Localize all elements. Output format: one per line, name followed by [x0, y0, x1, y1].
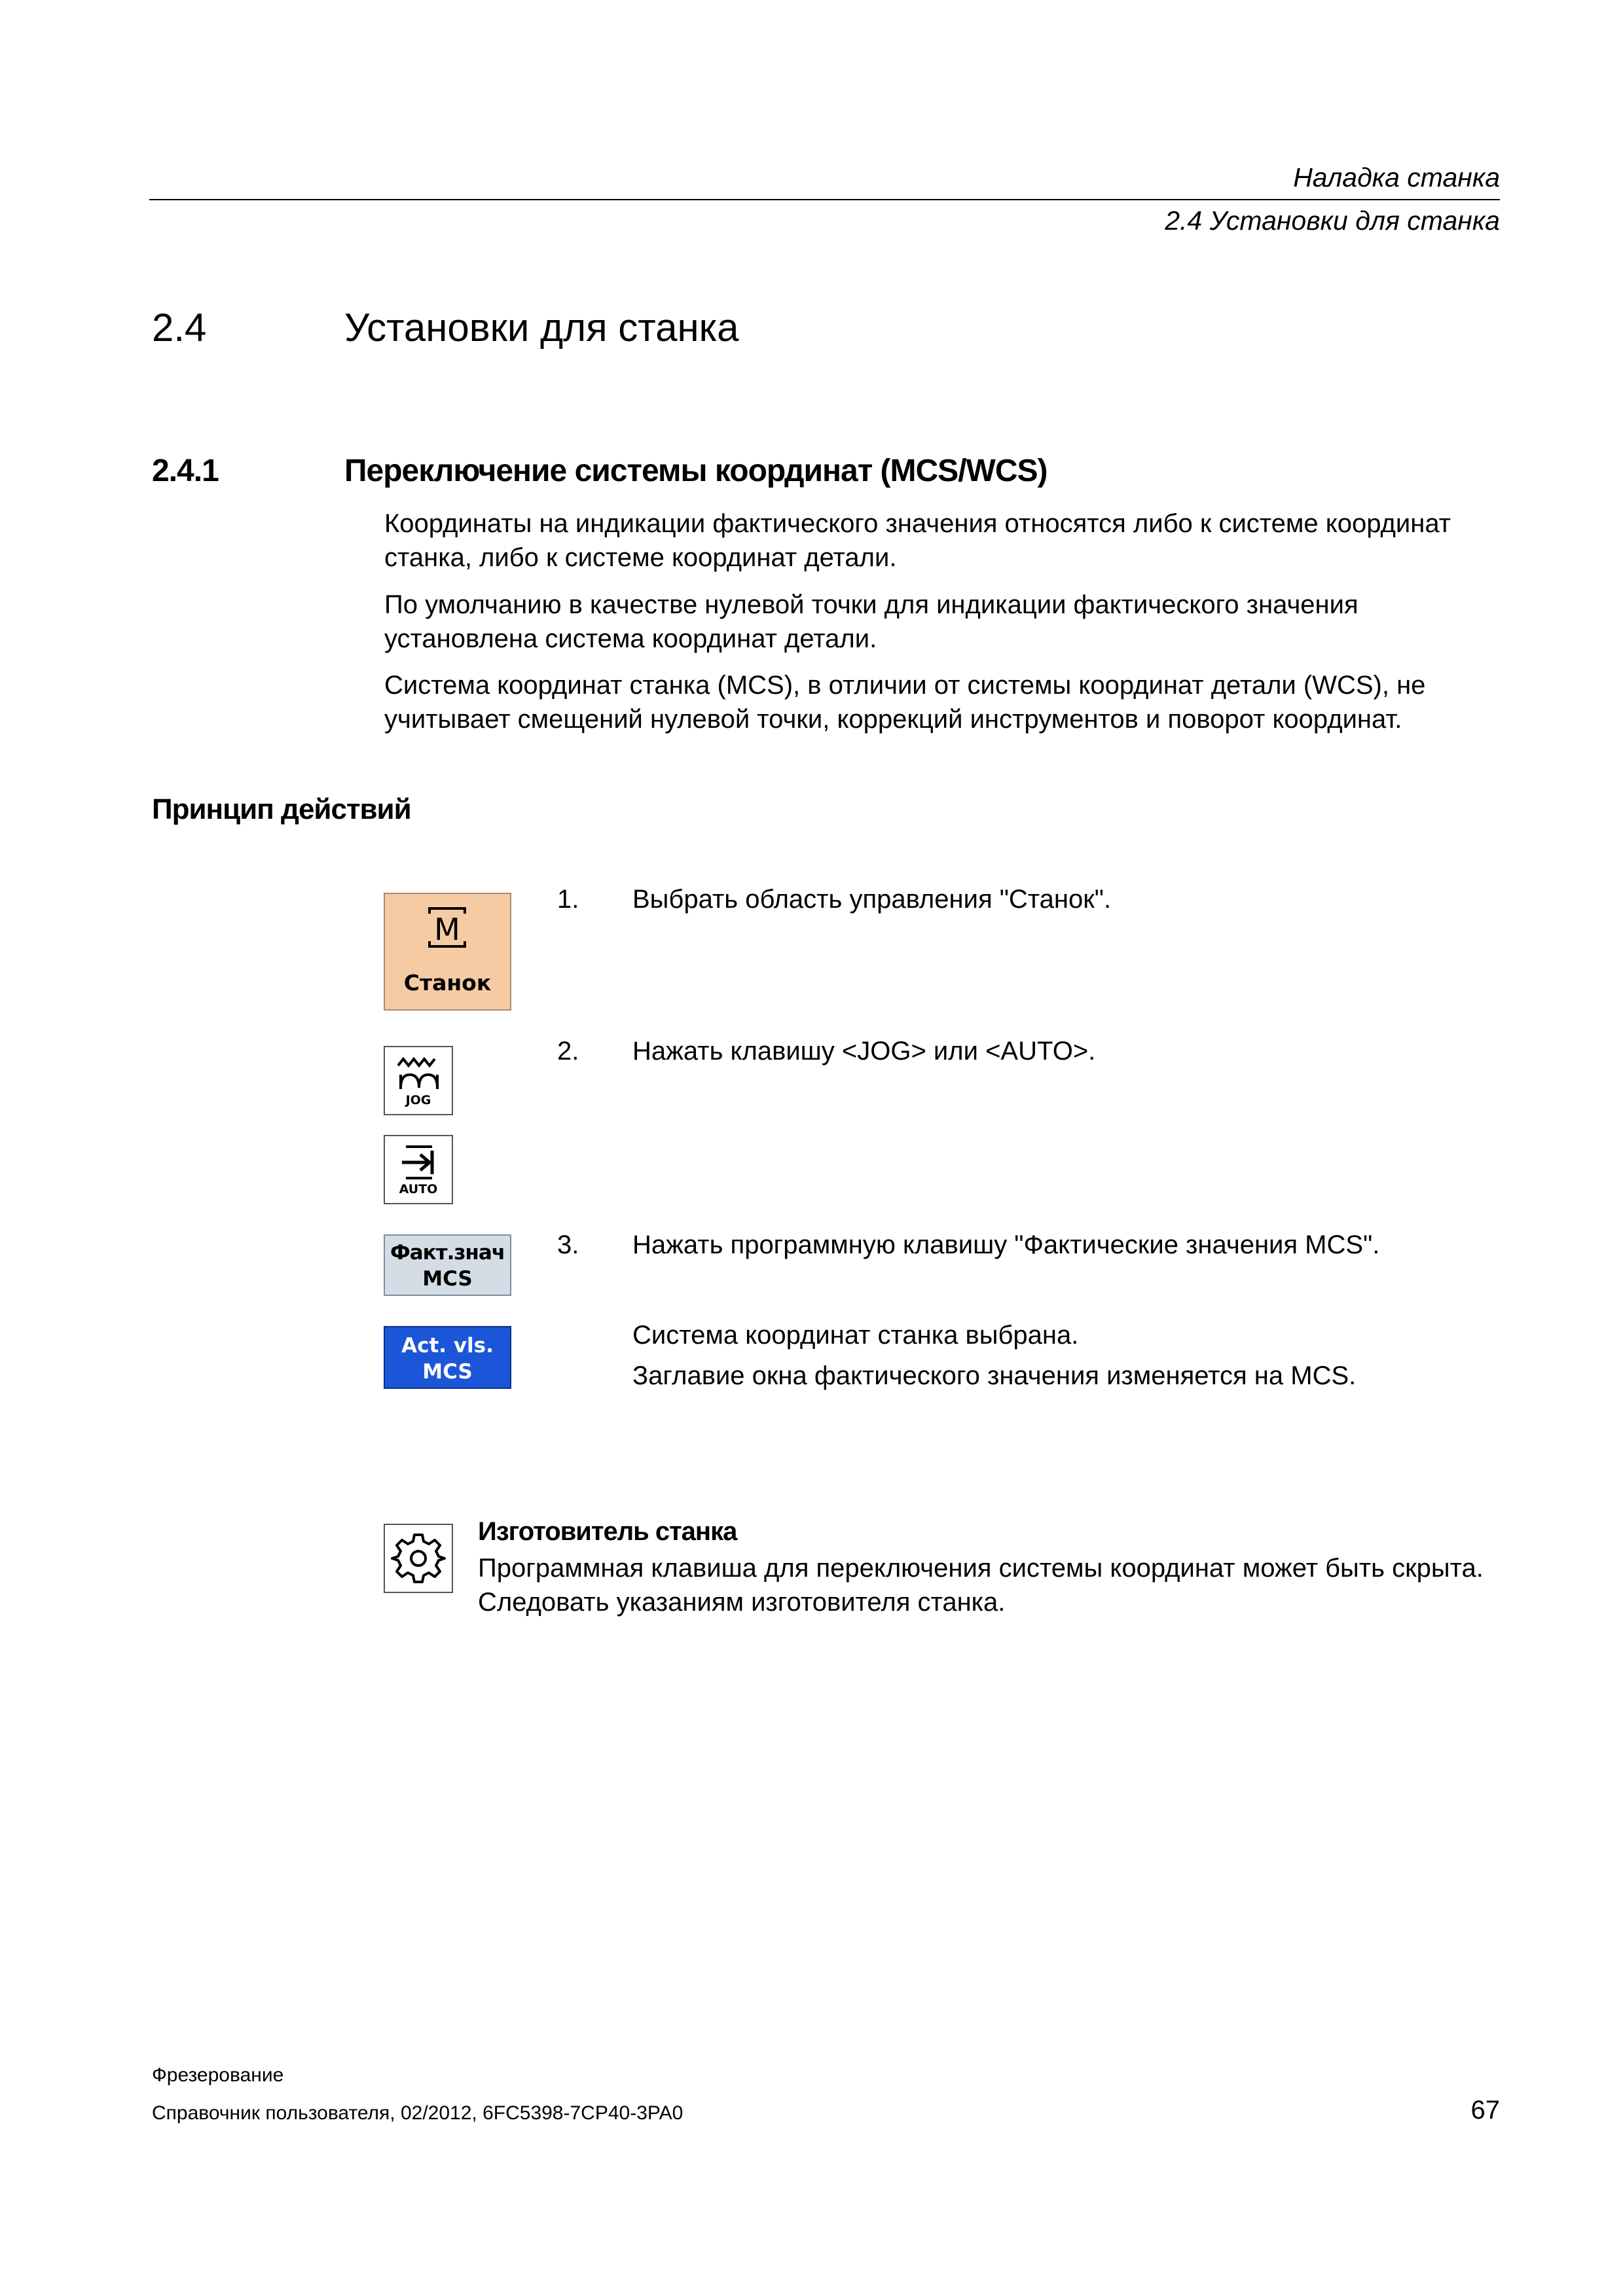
step-1-text: Выбрать область управления "Станок". — [632, 885, 1112, 914]
subsection-number: 2.4.1 — [152, 454, 219, 488]
softkey-actual-values-mcs-ru[interactable] — [384, 1234, 511, 1296]
note-text: Программная клавиша для переключения системы координат может быть скрыта. Следовать указаниям изготовителя станка. — [478, 1554, 1484, 1617]
machine-area-key[interactable] — [384, 893, 511, 1011]
softkey-en-line2: MCS — [422, 1360, 473, 1384]
footer-manual-info: Справочник пользователя, 02/2012, 6FC5398-7CP40-3PA0 — [152, 2102, 684, 2124]
jog-key[interactable] — [384, 1046, 453, 1115]
manufacturer-note-icon-box — [384, 1524, 453, 1593]
step-2-text: Нажать клавишу <JOG> или <AUTO>. — [632, 1037, 1096, 1066]
note-title: Изготовитель станка — [478, 1517, 737, 1546]
step-1-number: 1. — [557, 885, 579, 914]
result-line-1: Система координат станка выбрана. — [632, 1321, 1079, 1350]
jog-key-label: JOG — [405, 1093, 431, 1107]
page-number: 67 — [1470, 2096, 1500, 2125]
paragraph-3: Система координат станка (MCS), в отличии от системы координат детали (WCS), не учитывает смещений нулевой точки, коррекций инструментов и поворот координат. — [384, 671, 1426, 734]
paragraph-2: По умолчанию в качестве нулевой точки для индикации фактического значения установлена система координат детали. — [384, 590, 1359, 653]
result-line-2: Заглавие окна фактического значения изменяется на MCS. — [632, 1361, 1357, 1390]
step-2-number: 2. — [557, 1037, 579, 1066]
step-3-number: 3. — [557, 1230, 579, 1259]
running-header-section: 2.4 Установки для станка — [1165, 206, 1500, 236]
section-number: 2.4 — [152, 306, 207, 350]
subsection-title: Переключение системы координат (MCS/WCS) — [344, 454, 1048, 488]
procedure-heading: Принцип действий — [152, 793, 411, 825]
running-header-chapter: Наладка станка — [1293, 162, 1500, 192]
softkey-actual-values-mcs-en[interactable] — [384, 1326, 511, 1389]
paragraph-1: Координаты на индикации фактического значения относятся либо к системе координат станка, либо к системе координат детали. — [384, 509, 1451, 572]
step-3-text: Нажать программную клавишу "Фактические значения MCS". — [632, 1230, 1380, 1259]
softkey-ru-line2: MCS — [422, 1267, 473, 1291]
auto-key-label: AUTO — [399, 1182, 438, 1196]
machine-key-label: Станок — [403, 970, 492, 996]
auto-key[interactable] — [384, 1135, 453, 1204]
gear-icon — [385, 1525, 452, 1592]
section-title: Установки для станка — [344, 306, 739, 350]
svg-text:M: M — [434, 912, 460, 947]
footer-product: Фрезерование — [152, 2064, 284, 2086]
softkey-ru-line1: Факт.знач — [390, 1241, 505, 1265]
header-rule — [149, 199, 1500, 200]
softkey-en-line1: Act. vls. — [401, 1334, 494, 1357]
